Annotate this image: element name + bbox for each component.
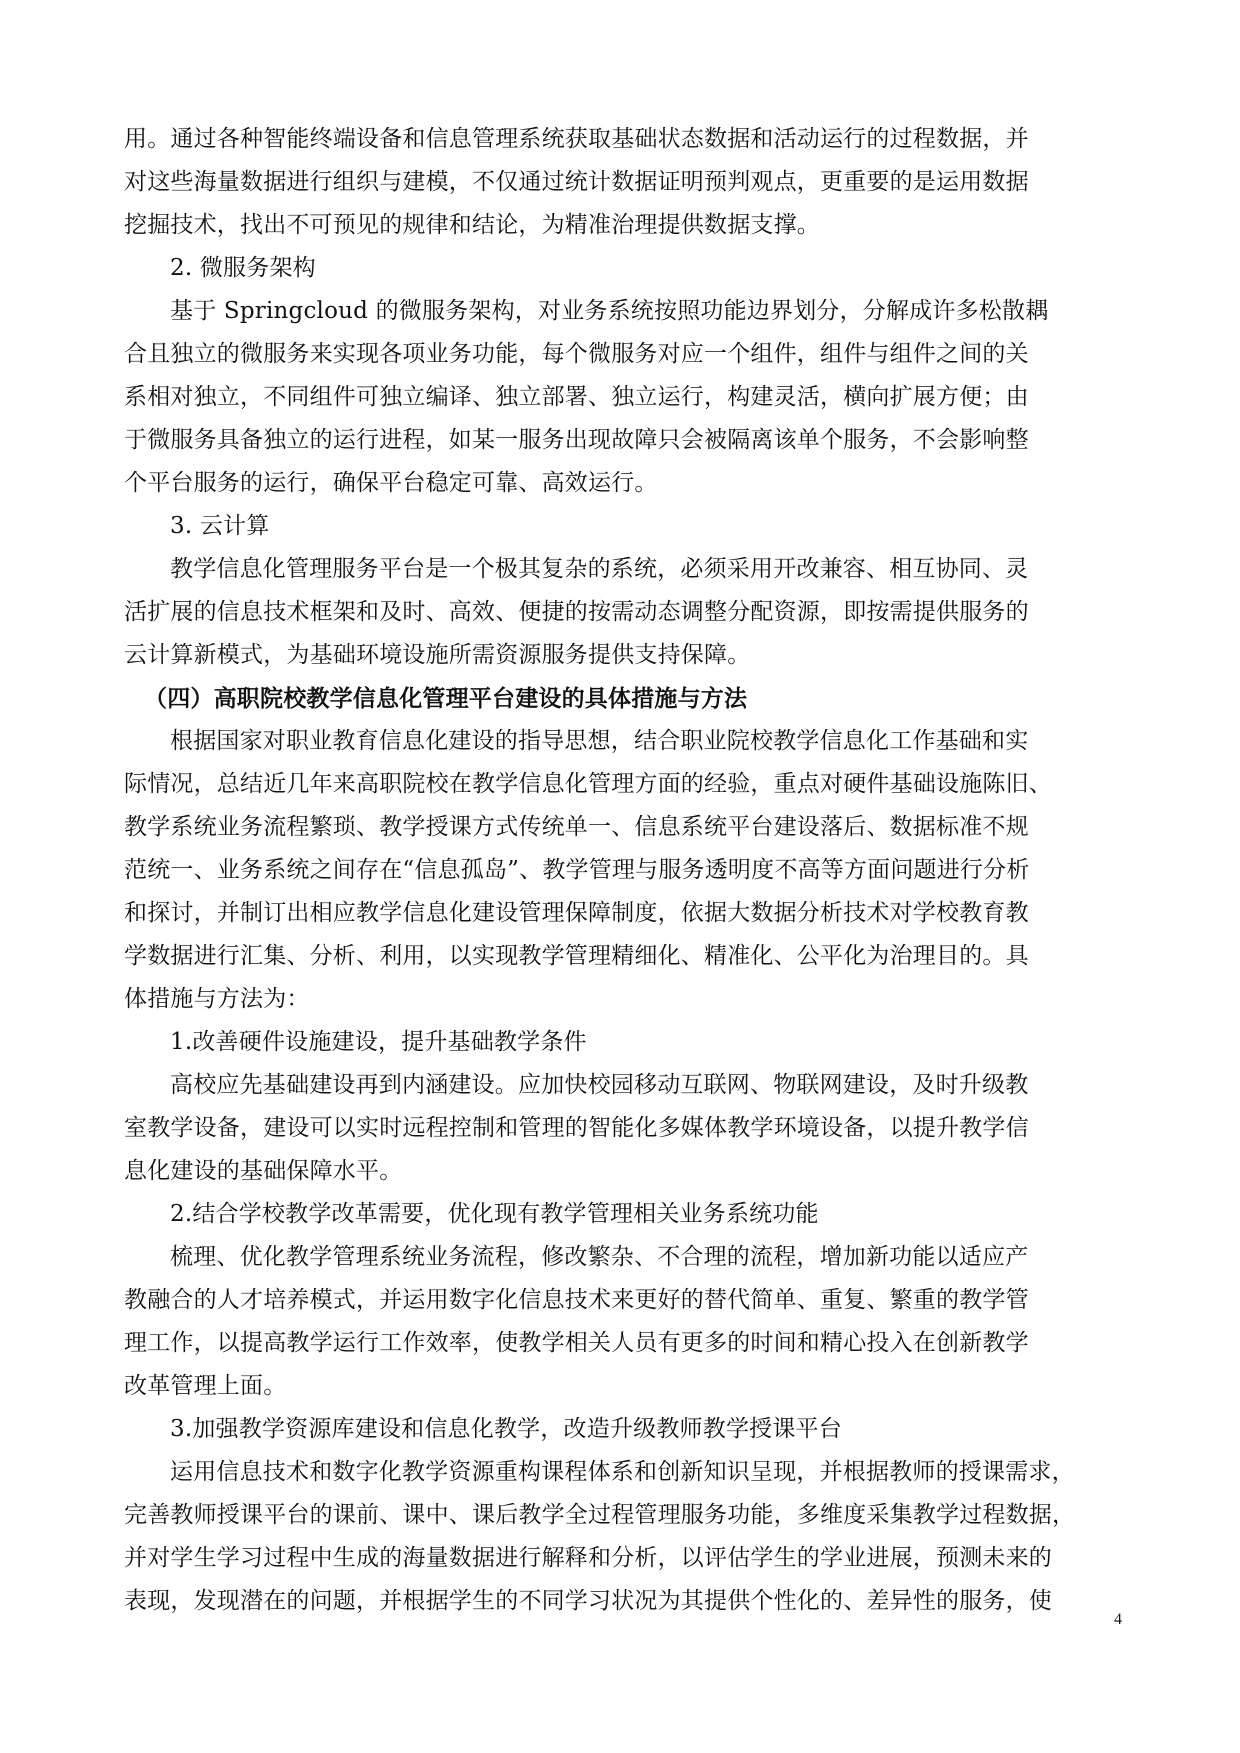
text-line: 和探讨，并制订出相应教学信息化建设管理保障制度，依据大数据分析技术对学校教育教	[124, 900, 1029, 926]
text-line: 用。通过各种智能终端设备和信息管理系统获取基础状态数据和活动运行的过程数据，并	[124, 126, 1029, 152]
text-line: 2. 微服务架构	[170, 255, 316, 281]
text-line: 完善教师授课平台的课前、课中、课后教学全过程管理服务功能，多维度采集教学过程数据，	[124, 1502, 1076, 1528]
text-line: 挖掘技术，找出不可预见的规律和结论，为精准治理提供数据支撑。	[124, 212, 820, 238]
text-line: 于微服务具备独立的运行进程，如某一服务出现故障只会被隔离该单个服务，不会影响整	[124, 427, 1029, 453]
page-number: 4	[1114, 1611, 1122, 1628]
text-line: 2.结合学校教学改革需要，优化现有教学管理相关业务系统功能	[170, 1201, 819, 1227]
text-line: 对这些海量数据进行组织与建模，不仅通过统计数据证明预判观点，更重要的是运用数据	[124, 169, 1029, 195]
text-line: 教学系统业务流程繁琐、教学授课方式传统单一、信息系统平台建设落后、数据标准不规	[124, 814, 1029, 840]
text-line: 云计算新模式，为基础环境设施所需资源服务提供支持保障。	[124, 642, 751, 668]
text-line: 理工作，以提高教学运行工作效率，使教学相关人员有更多的时间和精心投入在创新教学	[124, 1330, 1029, 1356]
document-body	[124, 118, 1120, 1623]
text-line: 根据国家对职业教育信息化建设的指导思想，结合职业院校教学信息化工作基础和实	[170, 728, 1029, 754]
text-line: 学数据进行汇集、分析、利用，以实现教学管理精细化、精准化、公平化为治理目的。具	[124, 943, 1029, 969]
text-line: 际情况，总结近几年来高职院校在教学信息化管理方面的经验，重点对硬件基础设施陈旧、	[124, 771, 1052, 797]
text-line: 运用信息技术和数字化教学资源重构课程体系和创新知识呈现，并根据教师的授课需求，	[170, 1459, 1075, 1485]
text-line: 3. 云计算	[170, 513, 270, 539]
text-line: 合且独立的微服务来实现各项业务功能，每个微服务对应一个组件，组件与组件之间的关	[124, 341, 1029, 367]
text-line: 教学信息化管理服务平台是一个极其复杂的系统，必须采用开改兼容、相互协同、灵	[170, 556, 1029, 582]
text-line: 1.改善硬件设施建设，提升基础教学条件	[170, 1029, 587, 1055]
text-line: 高校应先基础建设再到内涵建设。应加快校园移动互联网、物联网建设，及时升级教	[170, 1072, 1029, 1098]
text-line: 系相对独立，不同组件可独立编译、独立部署、独立运行，构建灵活，横向扩展方便；由	[124, 384, 1029, 410]
text-line: 活扩展的信息技术框架和及时、高效、便捷的按需动态调整分配资源，即按需提供服务的	[124, 599, 1029, 625]
text-line: 息化建设的基础保障水平。	[124, 1158, 403, 1184]
text-line: 个平台服务的运行，确保平台稳定可靠、高效运行。	[124, 470, 658, 496]
section-heading: （四）高职院校教学信息化管理平台建设的具体措施与方法	[144, 685, 748, 712]
text-line: 室教学设备，建设可以实时远程控制和管理的智能化多媒体教学环境设备，以提升教学信	[124, 1115, 1029, 1141]
text-line: 体措施与方法为：	[124, 986, 310, 1012]
text-line: 基于 Springcloud 的微服务架构，对业务系统按照功能边界划分，分解成许多松散耦	[170, 298, 1049, 324]
text-line: 表现，发现潜在的问题，并根据学生的不同学习状况为其提供个性化的、差异性的服务，使	[124, 1588, 1052, 1614]
text-line: 并对学生学习过程中生成的海量数据进行解释和分析，以评估学生的学业进展，预测未来的	[124, 1545, 1052, 1571]
text-line: 范统一、业务系统之间存在“信息孤岛”、教学管理与服务透明度不高等方面问题进行分析	[124, 857, 1030, 883]
text-line: 梳理、优化教学管理系统业务流程，修改繁杂、不合理的流程，增加新功能以适应产	[170, 1244, 1029, 1270]
text-line: 改革管理上面。	[124, 1373, 287, 1399]
text-line: 教融合的人才培养模式，并运用数字化信息技术来更好的替代简单、重复、繁重的教学管	[124, 1287, 1029, 1313]
text-line: 3.加强教学资源库建设和信息化教学，改造升级教师教学授课平台	[170, 1416, 842, 1442]
